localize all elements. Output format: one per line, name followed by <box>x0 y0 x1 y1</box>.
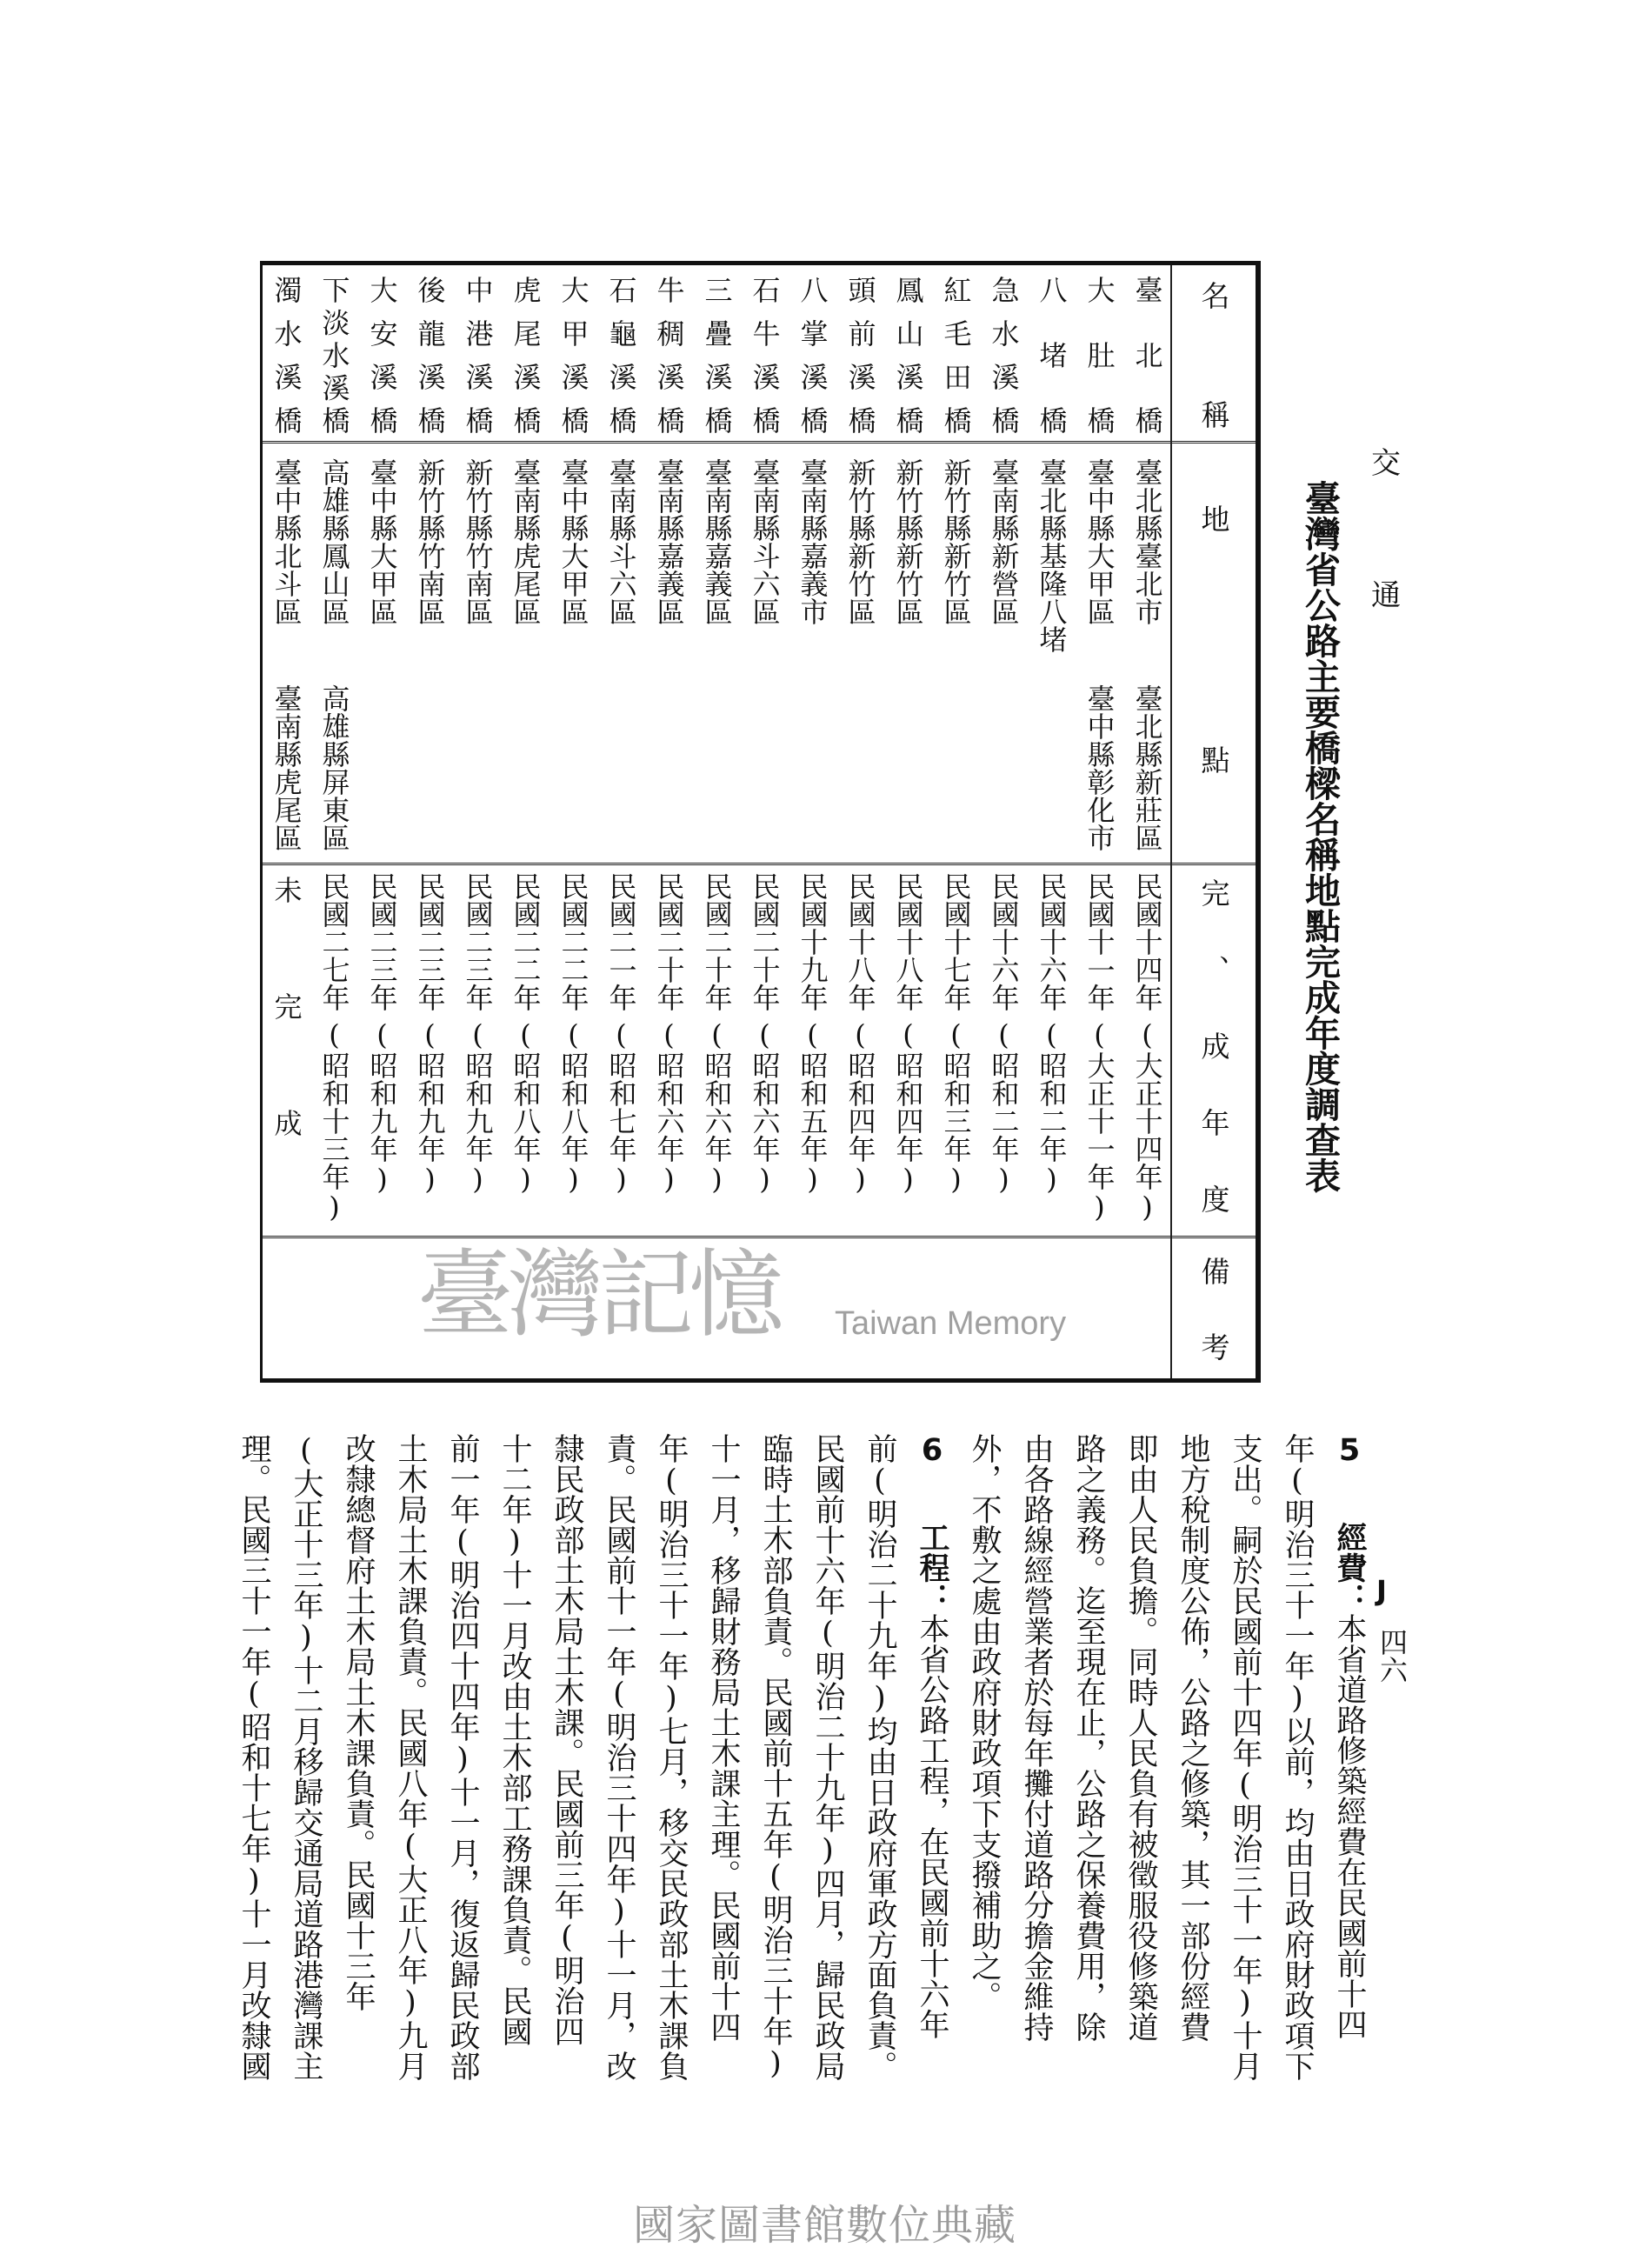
table-row <box>932 265 980 1378</box>
text-line: (大正十三年)十二月移歸交通局道路港灣課主 <box>289 1433 323 2081</box>
completion-year: 民國二十年 <box>748 872 782 1011</box>
completion-year-cell <box>597 872 645 1011</box>
text-column <box>645 1433 697 2081</box>
text-column <box>697 1433 749 2042</box>
bridge-name-cell <box>645 276 693 434</box>
text-column <box>280 1433 332 2081</box>
text-line: 本省公路工程，在民國前十六年 <box>915 1613 949 2039</box>
header-year <box>1172 878 1256 1213</box>
text-column <box>384 1433 436 2081</box>
table-row <box>836 265 884 1378</box>
completion-year: 民國十九年 <box>796 872 829 1011</box>
completion-year-japanese-era: (昭和二年) <box>987 1018 1021 1196</box>
table-row <box>741 265 789 1378</box>
text-line: 責。民國前十一年(明治三十四年)十一月，改 <box>602 1433 636 2081</box>
text-column <box>541 1433 593 2046</box>
bridge-location-cell <box>932 458 980 625</box>
text-line: 十一月，移歸財務局土木課主理。民國前十四 <box>706 1433 741 2042</box>
completion-year-cell <box>358 872 406 1011</box>
header-name <box>1172 281 1256 429</box>
text-column <box>1271 1433 1323 2081</box>
table-row <box>1123 265 1171 1378</box>
watermark-logo: 臺灣記憶 <box>417 1239 779 1351</box>
watermark-text: Taiwan Memory <box>835 1305 1067 1342</box>
bridge-location-cell <box>884 458 932 625</box>
bridge-name: 濁水溪橋 <box>270 276 303 434</box>
bridge-name-cell <box>454 276 502 434</box>
bridge-name: 下淡水溪橋 <box>317 276 351 434</box>
completion-year: 民國十八年 <box>843 872 877 1011</box>
bridge-location: 新竹縣新竹區 <box>843 458 877 625</box>
completion-year-cell <box>932 872 980 1011</box>
section-heading: 工程： <box>915 1522 950 1613</box>
text-line: 路之義務。迄至現在止，公路之保養費用，除 <box>1071 1433 1106 2042</box>
text-column <box>749 1433 802 2081</box>
completion-year-japanese-era-cell <box>1123 1018 1171 1224</box>
bridge-location: 臺中縣大甲區 <box>1082 458 1116 625</box>
bridge-location-cell <box>693 458 741 625</box>
section-number: 6 <box>915 1433 949 1468</box>
completion-year-japanese-era-cell <box>1076 1018 1123 1224</box>
bridge-location: 新竹縣新竹區 <box>891 458 925 625</box>
table-row <box>454 265 502 1378</box>
completion-year-japanese-era-cell <box>836 1018 884 1196</box>
table-row <box>645 265 693 1378</box>
bridge-location-cell <box>454 458 502 625</box>
bridge-location-cell <box>980 458 1028 625</box>
bridge-location: 臺南縣虎尾區 <box>509 458 543 625</box>
text-line: 隸民政部土木局土木課。民國前三年(明治四 <box>550 1433 584 2046</box>
completion-year-japanese-era: (昭和七年) <box>604 1018 638 1196</box>
bridge-name: 石牛溪橋 <box>748 276 782 434</box>
bridge-name-cell <box>310 276 358 434</box>
header-remarks-label: 備考 <box>1196 1257 1231 1361</box>
completion-year: 民國二三年 <box>413 872 447 1011</box>
header-location <box>1172 504 1256 774</box>
completion-year: 未完成 <box>270 876 303 1137</box>
bridge-location-cell <box>1028 458 1076 653</box>
text-column <box>1219 1433 1271 2081</box>
page-number: 四六 <box>1376 1628 1409 1684</box>
completion-year-japanese-era-cell <box>645 1018 693 1196</box>
table-row <box>502 265 550 1378</box>
bridge-name: 大安溪橋 <box>365 276 399 434</box>
text-column <box>958 1433 1010 2011</box>
running-header-char: 通 <box>1371 578 1401 613</box>
text-column <box>1062 1433 1115 2042</box>
bridge-name: 紅毛田橋 <box>939 276 973 434</box>
bridge-name: 臺北橋 <box>1130 276 1164 434</box>
completion-year: 民國二十年 <box>700 872 734 1011</box>
text-line: 本省道路修築經費在民國前十四 <box>1332 1613 1367 2039</box>
completion-year-japanese-era-cell <box>932 1018 980 1196</box>
completion-year-japanese-era: (昭和六年) <box>652 1018 686 1196</box>
completion-year-cell <box>1028 872 1076 1011</box>
completion-year-japanese-era-cell <box>550 1018 597 1196</box>
text-column <box>1323 1433 1376 2039</box>
bridge-name: 石龜溪橋 <box>604 276 638 434</box>
bridge-location-secondary-cell <box>1076 684 1123 851</box>
bridge-location-cell <box>358 458 406 625</box>
bridge-name-cell <box>1076 276 1123 434</box>
table-row <box>597 265 645 1378</box>
bridge-name-cell <box>789 276 836 434</box>
completion-year-japanese-era: (昭和九年) <box>413 1018 447 1196</box>
completion-year-japanese-era-cell <box>741 1018 789 1196</box>
completion-year-cell <box>693 872 741 1011</box>
bridge-location-secondary-cell <box>310 684 358 851</box>
text-line: 地方稅制度公佈，公路之修築，其一部份經費 <box>1176 1433 1210 2042</box>
bridge-location-secondary: 臺南縣虎尾區 <box>270 684 303 851</box>
bridge-name-cell <box>884 276 932 434</box>
text-line: 理。民國三十一年(昭和十七年)十一月改隸國 <box>236 1433 271 2081</box>
completion-year-japanese-era-cell <box>406 1018 454 1196</box>
bridge-location-cell <box>263 458 310 625</box>
running-header-char: 交 <box>1371 446 1401 481</box>
table-row <box>980 265 1028 1378</box>
table-body <box>263 265 1171 1378</box>
bridge-name: 大肚橋 <box>1082 276 1116 434</box>
completion-year: 民國十一年 <box>1082 872 1116 1011</box>
completion-year-japanese-era: (昭和九年) <box>365 1018 399 1196</box>
completion-year-japanese-era: (大正十一年) <box>1082 1018 1116 1224</box>
bridge-location: 臺北縣基隆八堵 <box>1035 458 1069 653</box>
table-row <box>1076 265 1123 1378</box>
completion-year-japanese-era: (昭和五年) <box>796 1018 829 1196</box>
completion-year-cell <box>980 872 1028 1011</box>
table-title: 臺灣省公路主要橋樑名稱地點完成年度調查表 <box>1299 480 1341 1193</box>
bridge-name: 中港溪橋 <box>461 276 495 434</box>
completion-year-cell <box>263 876 310 1137</box>
completion-year-japanese-era-cell <box>358 1018 406 1196</box>
text-column <box>332 1433 384 2011</box>
footer-source: 國家圖書館數位典藏 <box>633 2201 1017 2250</box>
text-line: 即由人民負擔。同時人民負有被徵服役修築道 <box>1123 1433 1158 2042</box>
table-row <box>358 265 406 1378</box>
bridge-location-cell <box>1076 458 1123 625</box>
bridge-location: 臺北縣臺北市 <box>1130 458 1164 625</box>
completion-year-cell <box>406 872 454 1011</box>
completion-year: 民國二二年 <box>556 872 590 1011</box>
text-line: 前一年(明治四十四年)十一月，復返歸民政部 <box>445 1433 480 2081</box>
bridge-name: 急水溪橋 <box>987 276 1021 434</box>
bridge-location: 新竹縣新竹區 <box>939 458 973 625</box>
text-column <box>228 1433 280 2081</box>
completion-year-japanese-era: (大正十四年) <box>1130 1018 1164 1224</box>
completion-year-cell <box>836 872 884 1011</box>
section-number: 5 <box>1332 1433 1367 1468</box>
bridge-location: 新竹縣竹南區 <box>413 458 447 625</box>
table-row <box>789 265 836 1378</box>
bridge-location: 臺南縣新營區 <box>987 458 1021 625</box>
text-column <box>436 1433 489 2081</box>
completion-year-japanese-era-cell <box>310 1018 358 1224</box>
completion-year: 民國十八年 <box>891 872 925 1011</box>
bridge-name: 後龍溪橋 <box>413 276 447 434</box>
table-row <box>884 265 932 1378</box>
completion-year-cell <box>741 872 789 1011</box>
bridge-name-cell <box>502 276 550 434</box>
bridge-location-secondary: 臺中縣彰化市 <box>1082 684 1116 851</box>
bridge-location: 臺南縣斗六區 <box>748 458 782 625</box>
completion-year: 民國二一年 <box>604 872 638 1011</box>
bridge-location-cell <box>1123 458 1171 625</box>
bridge-location: 臺中縣大甲區 <box>365 458 399 625</box>
text-line: 改隸總督府土木局土木課負責。民國十三年 <box>341 1433 376 2011</box>
text-line: 年(明治三十一年)七月，移交民政部土木課負 <box>654 1433 689 2081</box>
bridge-location-secondary-cell <box>263 684 310 851</box>
text-line: 前(明治二十九年)均由日政府軍政方面負責。 <box>863 1433 897 2081</box>
bridge-location-cell <box>406 458 454 625</box>
text-line: 年(明治三十一年)以前，均由日政府財政項下 <box>1280 1433 1315 2081</box>
table-row <box>310 265 358 1378</box>
bridge-location: 臺南縣嘉義區 <box>700 458 734 625</box>
section-heading: 經費： <box>1332 1522 1368 1613</box>
bridge-name-cell <box>550 276 597 434</box>
completion-year-cell <box>502 872 550 1011</box>
completion-year-japanese-era-cell <box>980 1018 1028 1196</box>
bridge-name-cell <box>1123 276 1171 434</box>
bridge-location-secondary: 高雄縣屏東區 <box>317 684 351 851</box>
completion-year-japanese-era: (昭和六年) <box>748 1018 782 1196</box>
completion-year: 民國十六年 <box>987 872 1021 1011</box>
text-line: 民國前十六年(明治二十九年)四月，歸民政局 <box>810 1433 845 2081</box>
text-line: 外，不敷之處由政府財政項下支撥補助之。 <box>967 1433 1002 2011</box>
completion-year-japanese-era: (昭和十三年) <box>317 1018 351 1224</box>
completion-year: 民國十六年 <box>1035 872 1069 1011</box>
bridge-name-cell <box>597 276 645 434</box>
completion-year-cell <box>454 872 502 1011</box>
bridge-location-cell <box>741 458 789 625</box>
text-column <box>802 1433 854 2081</box>
bridge-location-cell <box>645 458 693 625</box>
bridge-location: 臺南縣斗六區 <box>604 458 638 625</box>
bridge-location-cell <box>597 458 645 625</box>
bridge-name: 牛稠溪橋 <box>652 276 686 434</box>
completion-year-cell <box>1076 872 1123 1011</box>
text-column <box>854 1433 906 2081</box>
completion-year: 民國二七年 <box>317 872 351 1011</box>
bridge-name: 八掌溪橋 <box>796 276 829 434</box>
bridge-name: 鳳山溪橋 <box>891 276 925 434</box>
text-line: 臨時土木部負責。民國前十五年(明治三十年) <box>758 1433 793 2081</box>
completion-year: 民國二三年 <box>461 872 495 1011</box>
bridge-location: 臺中縣大甲區 <box>556 458 590 625</box>
completion-year-japanese-era-cell <box>884 1018 932 1196</box>
bridge-name: 三疊溪橋 <box>700 276 734 434</box>
completion-year-japanese-era-cell <box>693 1018 741 1196</box>
text-column <box>593 1433 645 2081</box>
completion-year-japanese-era: (昭和九年) <box>461 1018 495 1196</box>
bridge-name-cell <box>1028 276 1076 434</box>
completion-year-japanese-era-cell <box>1028 1018 1076 1196</box>
bridge-name-cell <box>741 276 789 434</box>
text-column <box>1010 1433 1062 2042</box>
text-column <box>1115 1433 1167 2042</box>
bridge-location-secondary: 臺北縣新莊區 <box>1130 684 1164 851</box>
completion-year-cell <box>789 872 836 1011</box>
bridge-location: 高雄縣鳳山區 <box>317 458 351 625</box>
header-remarks <box>1172 1257 1256 1361</box>
table-header-column <box>1170 265 1256 1378</box>
bridge-location-cell <box>502 458 550 625</box>
bridge-location-cell <box>836 458 884 625</box>
bridge-name-cell <box>932 276 980 434</box>
text-column <box>489 1433 541 2046</box>
bridge-name: 八堵橋 <box>1035 276 1069 434</box>
completion-year-japanese-era: (昭和四年) <box>843 1018 877 1196</box>
completion-year-japanese-era: (昭和八年) <box>509 1018 543 1196</box>
body-text <box>228 1433 1376 2081</box>
bridge-location-cell <box>550 458 597 625</box>
text-line: 支出。嗣於民國前十四年(明治三十一年)十月 <box>1228 1433 1262 2081</box>
bridge-name-cell <box>836 276 884 434</box>
completion-year-japanese-era-cell <box>789 1018 836 1196</box>
text-column <box>906 1433 958 2039</box>
completion-year-japanese-era-cell <box>454 1018 502 1196</box>
completion-year-japanese-era: (昭和六年) <box>700 1018 734 1196</box>
bridge-name: 頭前溪橋 <box>843 276 877 434</box>
completion-year: 民國十七年 <box>939 872 973 1011</box>
text-line: 由各路線經營業者於每年攤付道路分擔金維持 <box>1019 1433 1054 2042</box>
table-row <box>263 265 310 1378</box>
bridge-location: 臺南縣嘉義市 <box>796 458 829 625</box>
table-row <box>550 265 597 1378</box>
completion-year-japanese-era: (昭和四年) <box>891 1018 925 1196</box>
text-line: 土木局土木課負責。民國八年(大正八年)九月 <box>393 1433 428 2081</box>
completion-year-japanese-era-cell <box>597 1018 645 1196</box>
completion-year-japanese-era-cell <box>502 1018 550 1196</box>
bridge-name-cell <box>406 276 454 434</box>
table-row <box>406 265 454 1378</box>
bridge-name: 大甲溪橋 <box>556 276 590 434</box>
bridge-name-cell <box>263 276 310 434</box>
completion-year: 民國十四年 <box>1130 872 1164 1011</box>
bridge-location-secondary-cell <box>1123 684 1171 851</box>
completion-year-cell <box>310 872 358 1011</box>
bridge-location: 臺南縣嘉義區 <box>652 458 686 625</box>
table-row <box>1028 265 1076 1378</box>
completion-year: 民國二二年 <box>509 872 543 1011</box>
bridge-location-cell <box>310 458 358 625</box>
bridge-location: 新竹縣竹南區 <box>461 458 495 625</box>
completion-year-japanese-era: (昭和三年) <box>939 1018 973 1196</box>
table-row <box>693 265 741 1378</box>
bridge-location-cell <box>789 458 836 625</box>
bridge-name-cell <box>980 276 1028 434</box>
header-name-label: 名稱 <box>1196 281 1231 429</box>
completion-year-cell <box>645 872 693 1011</box>
completion-year-cell <box>550 872 597 1011</box>
bridge-survey-table <box>260 261 1261 1383</box>
bridge-name-cell <box>693 276 741 434</box>
completion-year-japanese-era: (昭和二年) <box>1035 1018 1069 1196</box>
completion-year: 民國二三年 <box>365 872 399 1011</box>
completion-year-cell <box>1123 872 1171 1011</box>
completion-year: 民國二十年 <box>652 872 686 1011</box>
page-number-letter: J <box>1376 1574 1387 1607</box>
text-line: 十二年)十一月改由土木部工務課負責。民國 <box>497 1433 532 2046</box>
header-year-label: 完、成年度 <box>1196 878 1231 1213</box>
completion-year-japanese-era: (昭和八年) <box>556 1018 590 1196</box>
bridge-name-cell <box>358 276 406 434</box>
text-column <box>1167 1433 1219 2042</box>
bridge-location: 臺中縣北斗區 <box>270 458 303 625</box>
header-location-label: 地點 <box>1196 504 1231 774</box>
bridge-name: 虎尾溪橋 <box>509 276 543 434</box>
completion-year-cell <box>884 872 932 1011</box>
